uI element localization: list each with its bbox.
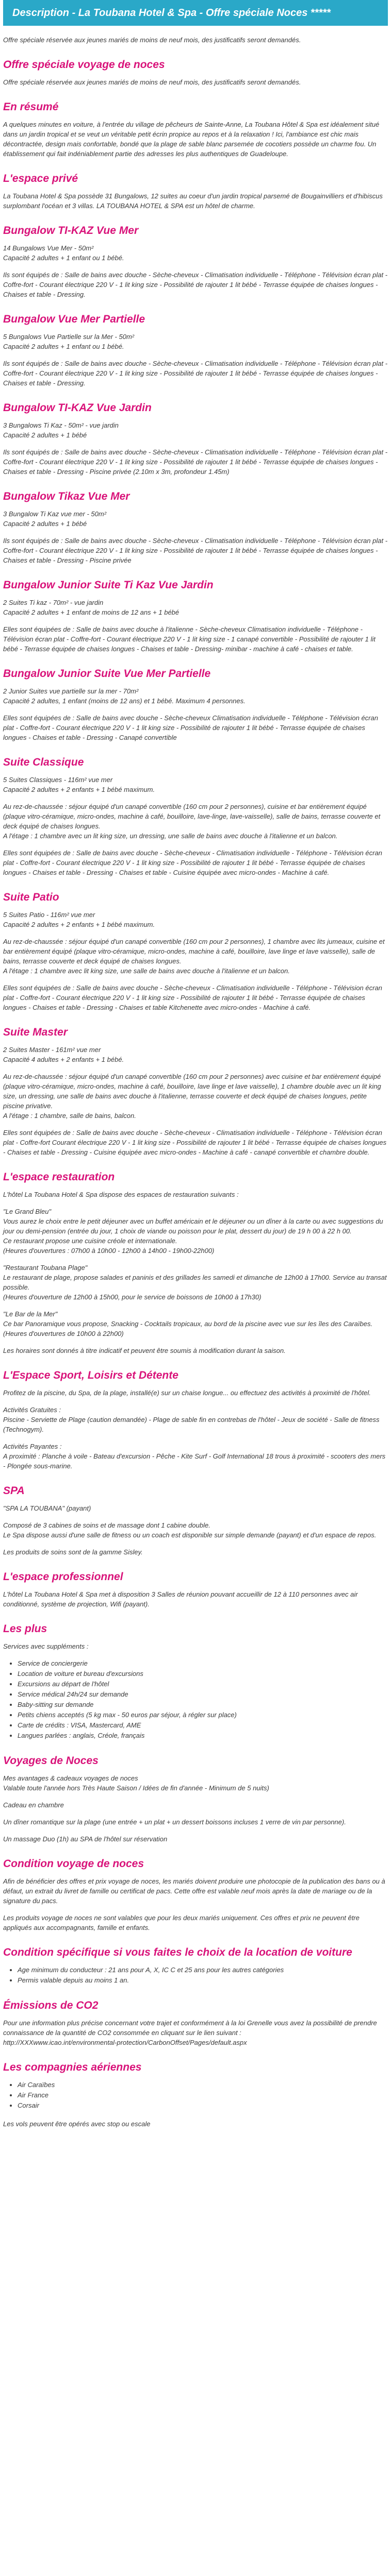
list-item: • Permis valable depuis au moins 1 an. [18,1975,388,1986]
list-item: • Langues parlées : anglais, Créole, français [18,1731,388,1741]
page-title-banner: Description - La Toubana Hotel & Spa - Offre spéciale Noces ***** [3,0,388,26]
paragraph-line: http://XXXwww.icao.int/environmental-protection/CarbonOffset/Pages/default.aspx [3,2039,247,2046]
paragraph-line: Offre spéciale réservée aux jeunes mariés de moins de neuf mois, des justificatifs seront demandés. [3,78,301,86]
paragraph [3,1045,388,1064]
paragraph [3,420,388,440]
paragraph-line: A proximité : Planche à voile - Bateau d'excursion - Pêche - Kite Surf - Golf International 18 trous à proximité - scooters des mers - Plongée sous-marine. [3,1452,386,1470]
list-item: • Service médical 24h/24 sur demande [18,1689,388,1700]
paragraph-line: 2 Suites Master - 161m² vue mer [3,1046,101,1054]
list-item: • Petits chiens acceptés (5 kg max - 50 euros par séjour, à régler sur place) [18,1710,388,1720]
paragraph-line: A l'étage : 1 chambre, salle de bains, balcon. [3,1112,136,1120]
paragraph-line: Afin de bénéficier des offres et prix voyage de noces, les mariés doivent produire une photocopie de la publication des bans ou à défaut, un extrait du livret de famille ou certificat de pacs. Cette offre est valable neuf mois après la date de mariage ou de la signature du pacs. [3,1877,385,1905]
paragraph-line: Ils sont équipés de : Salle de bains avec douche - Sèche-cheveux - Climatisation individuelle - Téléphone - Télévision écran plat - Coffre-fort - Courant électrique 220 V - 1 lit king size - Possibilité de rajouter 1 lit bébé - Terrasse équipée de chaises longues - Chaises et table - Dressing - Piscine privée [3,537,388,564]
paragraph [3,1520,388,1540]
bullet-list [3,1965,388,1986]
paragraph-line: Au rez-de-chaussée : séjour équipé d'un canapé convertible (160 cm pour 2 personnes), 1 chambre avec lits jumeaux, cuisine et bar entièrement équipé (plaque vitro-céramique, micro-ondes, machine à café, bouilloire, lave linge et lave vaisselle), salle de bains, terrasse couverte et deck équipé de chaises longues. [3,938,385,965]
paragraph-line: Composé de 3 cabines de soins et de massage dont 1 cabine double. [3,1521,210,1529]
paragraph-line: Ils sont équipés de : Salle de bains avec douche - Sèche-cheveux - Climatisation individuelle - Téléphone - Télévision écran plat - Coffre-fort - Courant électrique 220 V - 1 lit king size - Possibilité de rajouter 1 lit bébé - Terrasse équipée de chaises longues - Chaises et table - Dressing. [3,271,388,298]
paragraph [3,359,388,388]
paragraph [3,1263,388,1302]
section-heading: Suite Master [3,1026,68,1038]
paragraph [3,775,388,794]
paragraph [3,509,388,529]
list-item: • Carte de crédits : VISA, Mastercard, AME [18,1720,388,1731]
paragraph [3,1388,388,1398]
list-item: • Baby-sitting sur demande [18,1700,388,1710]
paragraph-line: L'hôtel La Toubana Hotel & Spa dispose des espaces de restauration suivants : [3,1191,239,1198]
paragraph [3,1800,388,1810]
paragraph-line: Un dîner romantique sur la plage (une entrée + un plat + un dessert boissons incluses 1 verre de vin par personne). [3,1818,346,1826]
paragraph [3,1876,388,1906]
paragraph-line: (Heures d'ouverture de 12h00 à 15h00, pour le service de boissons de 10h00 à 17h30) [3,1293,262,1301]
paragraph-line: Capacité 2 adultes + 1 enfant de moins de 12 ans + 1 bébé [3,608,180,616]
paragraph [3,983,388,1012]
paragraph-line: Capacité 2 adultes, 1 enfant (moins de 12 ans) et 1 bébé. Maximum 4 personnes. [3,697,246,705]
paragraph-line: Elles sont équipées de : Salle de bains avec douche - Sèche-cheveux - Climatisation individuelle - Téléphone - Télévision écran plat - Coffre-fort - Courant électrique 220 V - 1 lit king size - Possibilité de rajouter 1 lit bébé - Terrasse équipée de chaises longues - Chaises et table - Dressing - Chaises et table - Cuisine équipée avec micro-ondes - Machine à café. [3,849,382,876]
paragraph-line: Vous aurez le choix entre le petit déjeuner avec un buffet américain et le déjeuner ou un dîner à la carte ou avec suggestions du jour ou demi-pension (entrée du jour, 1 choix de viande ou poisson pour le plat, dessert du jour) de 19 h 00 à 22 h 00. [3,1217,383,1235]
paragraph-line: Elles sont équipées de : Salle de bains avec douche - Sèche-cheveux Climatisation individuelle - Téléphone - Télévision écran plat - Coffre-fort - Courant électrique 220 V - 1 lit king size - Possibilité de rajouter 1 lit bébé - Terrasse équipée de chaises longues - Chaises et table - Dressing - Canapé convertible [3,714,378,741]
section-heading: En résumé [3,101,59,113]
paragraph [3,120,388,159]
paragraph-line: Mes avantages & cadeaux voyages de noces [3,1774,138,1782]
paragraph-line: "Le Grand Bleu" [3,1208,52,1215]
list-item: • Age minimum du conducteur : 21 ans pour A, X, IC C et 25 ans pour les autres catégories [18,1965,388,1975]
paragraph-line: Profitez de la piscine, du Spa, de la plage, installé(e) sur un chaise longue... ou effectuez des activités à proximité de l'hôtel. [3,1389,371,1397]
section-heading: L'Espace Sport, Loisirs et Détente [3,1369,178,1381]
list-item: • Corsair [18,2100,388,2111]
section-heading: Bungalow TI-KAZ Vue Jardin [3,402,152,414]
paragraph-line: Capacité 2 adultes + 2 enfants + 1 bébé maximum. [3,921,155,928]
list-item: • Location de voiture et bureau d'excursions [18,1669,388,1679]
paragraph [3,937,388,976]
paragraph-line: Capacité 2 adultes + 1 enfant ou 1 bébé. [3,343,124,350]
paragraph [3,1589,388,1609]
paragraph-line: Activités Payantes : [3,1443,62,1450]
paragraph-line: Capacité 2 adultes + 1 enfant ou 1 bébé. [3,254,124,262]
section-heading: Offre spéciale voyage de noces [3,59,165,71]
paragraph-line: Elles sont équipées de : Salle de bains avec douche - Sèche-cheveux - Climatisation individuelle - Téléphone - Télévision écran plat - Coffre-fort Courant électrique 220 V - 1 lit king size - Possibilité de rajouter 1 lit bébé - Terrasse équipée de chaises longues - Chaises et table - Dressing - Cuisine équipée avec micro-ondes - Machine à café - canapé convertible et chambre double. [3,1129,387,1156]
paragraph-line: 3 Bungalow Ti Kaz vue mer - 50m² [3,510,107,518]
paragraph [3,1405,388,1434]
section-heading: L'espace professionnel [3,1571,123,1583]
paragraph-line: Ce bar Panoramique vous propose, Snacking - Cocktails tropicaux, au bord de la piscine avec vue sur les îles des Caraïbes. [3,1320,373,1328]
section-heading: Condition spécifique si vous faites le choix de la location de voiture [3,1946,352,1958]
paragraph-line: Activités Gratuites : [3,1406,61,1414]
paragraph [3,1309,388,1338]
paragraph-line: L'hôtel La Toubana Hotel & Spa met à disposition 3 Salles de réunion pouvant accueillir de 12 à 110 personnes avec air conditionné, système de projection, Wifi (payant). [3,1590,358,1608]
paragraph-line: A l'étage : 1 chambre avec un lit king size, un dressing, une salle de bains avec douche à l'italienne et un balcon. [3,832,338,840]
paragraph [3,447,388,477]
paragraph-line: Capacité 2 adultes + 2 enfants + 1 bébé maximum. [3,786,155,793]
paragraph-line: Capacité 2 adultes + 1 bébé [3,431,87,439]
paragraph-line: Capacité 2 adultes + 1 bébé [3,520,87,528]
paragraph-line: 3 Bungalows Ti Kaz - 50m² - vue jardin [3,421,119,429]
paragraph-line: Services avec suppléments : [3,1642,89,1650]
paragraph [3,1913,388,1933]
paragraph-line: La Toubana Hotel & Spa possède 31 Bungalows, 12 suites au coeur d'un jardin tropical parsemé de Bougainvilliers et d'hibiscus surplombant l'océan et 3 villas. LA TOUBANA HOTEL & SPA est un hôtel de charme. [3,192,383,210]
paragraph-line: A l'étage : 1 chambre avec lit king size, une salle de bains avec douche à l'italienne et un balcon. [3,967,290,975]
paragraph [3,1190,388,1199]
paragraph [3,1547,388,1557]
content-sections [3,58,388,2129]
paragraph [3,270,388,299]
list-item: • Excursions au départ de l'hôtel [18,1679,388,1689]
paragraph-line: (Heures d'ouvertures de 10h00 à 22h00) [3,1330,124,1337]
paragraph [3,1773,388,1793]
paragraph-line: Les produits de soins sont de la gamme Sisley. [3,1548,143,1556]
paragraph [3,624,388,654]
paragraph [3,686,388,706]
paragraph [3,191,388,211]
paragraph-line: 5 Suites Classiques - 116m² vue mer [3,776,113,784]
paragraph-line: Elles sont équipées de : Salle de bains avec douche - Sèche-cheveux - Climatisation individuelle - Téléphone - Télévision écran plat - Coffre-fort - Courant électrique 220 V - 1 lit king size - Possibilité de rajouter 1 lit bébé - Terrasse équipée de chaises longues - Chaises et table - Dressing - Chaises et table Kitchenette avec micro-ondes - Machine à café. [3,984,382,1011]
paragraph-line: 5 Suites Patio - 116m² vue mer [3,911,95,919]
section-heading: L'espace privé [3,173,78,184]
paragraph-line: 5 Bungalows Vue Partielle sur la Mer - 50m² [3,333,135,341]
paragraph-line: Les horaires sont donnés à titre indicatif et peuvent être soumis à modification durant la saison. [3,1347,286,1354]
section-heading: Bungalow Junior Suite Ti Kaz Vue Jardin [3,579,214,591]
paragraph-line: Ils sont équipés de : Salle de bains avec douche - Sèche-cheveux - Climatisation individuelle - Téléphone - Télévision écran plat - Coffre-fort - Courant électrique 220 V - 1 lit king size - Possibilité de rajouter 1 lit bébé - Terrasse équipée de chaises longues - Chaises et table - Dressing. [3,360,388,387]
paragraph-line: Elles sont équipées de : Salle de bains avec douche à l'italienne - Sèche-cheveux Climatisation individuelle - Téléphone - Télévision écran plat - Coffre-fort - Courant électrique 220 V - 1 lit king size - 1 canapé convertible - Possibilité de rajouter 1 lit bébé - Terrasse équipée de chaises longues - Chaises et table - Dressing- minibar - machine à café - chaises et table. [3,625,376,653]
paragraph-line: Le Spa dispose aussi d'une salle de fitness ou un coach est disponible sur simple demande (payant) et d'un espace de repos. [3,1531,377,1539]
paragraph-line: (Heures d'ouvertures : 07h00 à 10h00 - 12h00 à 14h00 - 19h00-22h00) [3,1247,215,1255]
paragraph [3,802,388,841]
paragraph-line: Un massage Duo (1h) au SPA de l'hôtel sur réservation [3,1835,168,1843]
paragraph-line: "Restaurant Toubana Plage" [3,1264,88,1272]
paragraph-line: Les vols peuvent être opérés avec stop ou escale [3,2120,151,2128]
paragraph [3,1641,388,1651]
paragraph-line: 2 Junior Suites vue partielle sur la mer - 70m² [3,687,139,695]
paragraph-line: Piscine - Serviette de Plage (caution demandée) - Plage de sable fin en contrebas de l'hôtel - Jeux de société - Salle de fitness (Technogym). [3,1416,380,1433]
section-heading: Suite Patio [3,891,59,903]
section-heading: Bungalow Tikaz Vue Mer [3,490,130,502]
list-item: • Air Caraïbes [18,2080,388,2090]
paragraph [3,598,388,617]
paragraph [3,1346,388,1355]
paragraph-line: Ce restaurant propose une cuisine créole et internationale. [3,1237,177,1245]
paragraph [3,1207,388,1256]
section-heading: Voyages de Noces [3,1755,99,1767]
paragraph [3,243,388,263]
paragraph-line: 14 Bungalows Vue Mer - 50m² [3,244,94,252]
bullet-list [3,2080,388,2111]
paragraph [3,2119,388,2129]
paragraph-line: A quelques minutes en voiture, à l'entrée du village de pêcheurs de Sainte-Anne, La Toubana Hôtel & Spa est idéalement situé dans un jardin tropical et se veut un véritable petit écrin propice au repos et à la relaxation ! Ici, l'ambiance est chic mais décontractée, design mais confortable, bondé que la plage de sable blanc parsemée de cocotiers possède un charme fou. Un établissement qui fait indéniablement partie des adresses les plus authentiques de Guadeloupe. [3,121,380,158]
paragraph [3,1503,388,1513]
paragraph-line: Valable toute l'année hors Très Haute Saison / Idées de fin d'année - Minimum de 5 nuits) [3,1784,269,1792]
paragraph [3,536,388,565]
paragraph [3,1817,388,1827]
paragraph-line: Les produits voyage de noces ne sont valables que pour les deux mariés uniquement. Ces offres et prix ne peuvent être appliqués aux accompagnants, famille et enfants. [3,1914,360,1931]
paragraph [3,1834,388,1844]
paragraph-line: "Le Bar de la Mer" [3,1310,58,1318]
paragraph-line: Cadeau en chambre [3,1801,64,1809]
paragraph [3,77,388,87]
paragraph-line: Capacité 4 adultes + 2 enfants + 1 bébé. [3,1056,124,1063]
section-heading: Bungalow Junior Suite Vue Mer Partielle [3,668,211,680]
list-item: • Air France [18,2090,388,2100]
section-heading: Condition voyage de noces [3,1858,144,1870]
paragraph-line: Le restaurant de plage, propose salades et paninis et des grillades les samedi et dimanche de 12h00 à 17h00. Service au transat possible. [3,1274,387,1291]
paragraph [3,1442,388,1471]
paragraph [3,1128,388,1157]
section-heading: SPA [3,1485,25,1497]
paragraph [3,332,388,351]
section-heading: Bungalow Vue Mer Partielle [3,313,145,325]
section-heading: Les plus [3,1623,47,1635]
paragraph [3,713,388,742]
section-heading: Bungalow TI-KAZ Vue Mer [3,225,139,236]
paragraph-line: 2 Suites Ti kaz - 70m² - vue jardin [3,599,104,606]
section-heading: Émissions de CO2 [3,1999,99,2011]
paragraph [3,2018,388,2047]
bullet-list [3,1658,388,1741]
paragraph-line: Au rez-de-chaussée : séjour équipé d'un canapé convertible (160 cm pour 2 personnes) avec cuisine et bar entièrement équipé (plaque vitro-céramique, micro-ondes, machine à café, bouilloire, lave linge et lave vaisselle), 1 chambre double avec un lit king size, un dressing, une salle de bains avec douche à l'italienne, terrasse couverte et deck équipé de chaises longues, petite piscine privative. [3,1073,381,1110]
paragraph-line: "SPA LA TOUBANA" (payant) [3,1504,91,1512]
intro-text: Offre spéciale réservée aux jeunes mariés de moins de neuf mois, des justificatifs seront demandés. [3,36,301,44]
paragraph-line: Pour une information plus précise concernant votre trajet et conformément à la loi Grenelle vous avez la possibilité de prendre connaissance de la quantité de CO2 consommée en cliquant sur le lien suivant : [3,2019,377,2037]
paragraph-line: Ils sont équipés de : Salle de bains avec douche - Sèche-cheveux - Climatisation individuelle - Téléphone - Télévision écran plat - Coffre-fort - Courant électrique 220 V - 1 lit king size - Possibilité de rajouter 1 lit bébé - Terrasse équipée de chaises longues - Chaises et table - Dressing - Piscine privée (2.10m x 3m, profondeur 1.45m) [3,448,388,476]
list-item: • Service de conciergerie [18,1658,388,1669]
paragraph [3,848,388,877]
paragraph [3,910,388,929]
section-heading: L'espace restauration [3,1171,115,1183]
paragraph [3,1072,388,1121]
section-heading: Suite Classique [3,756,84,768]
paragraph-line: Au rez-de-chaussée : séjour équipé d'un canapé convertible (160 cm pour 2 personnes), cuisine et bar entièrement équipé (plaque vitro-céramique, micro-ondes, machine à café, bouilloire, lave-linge, lave-vaisselle), salle de bains, terrasse couverte et deck équipé de chaises longues. [3,803,381,830]
section-heading: Les compagnies aériennes [3,2061,142,2073]
